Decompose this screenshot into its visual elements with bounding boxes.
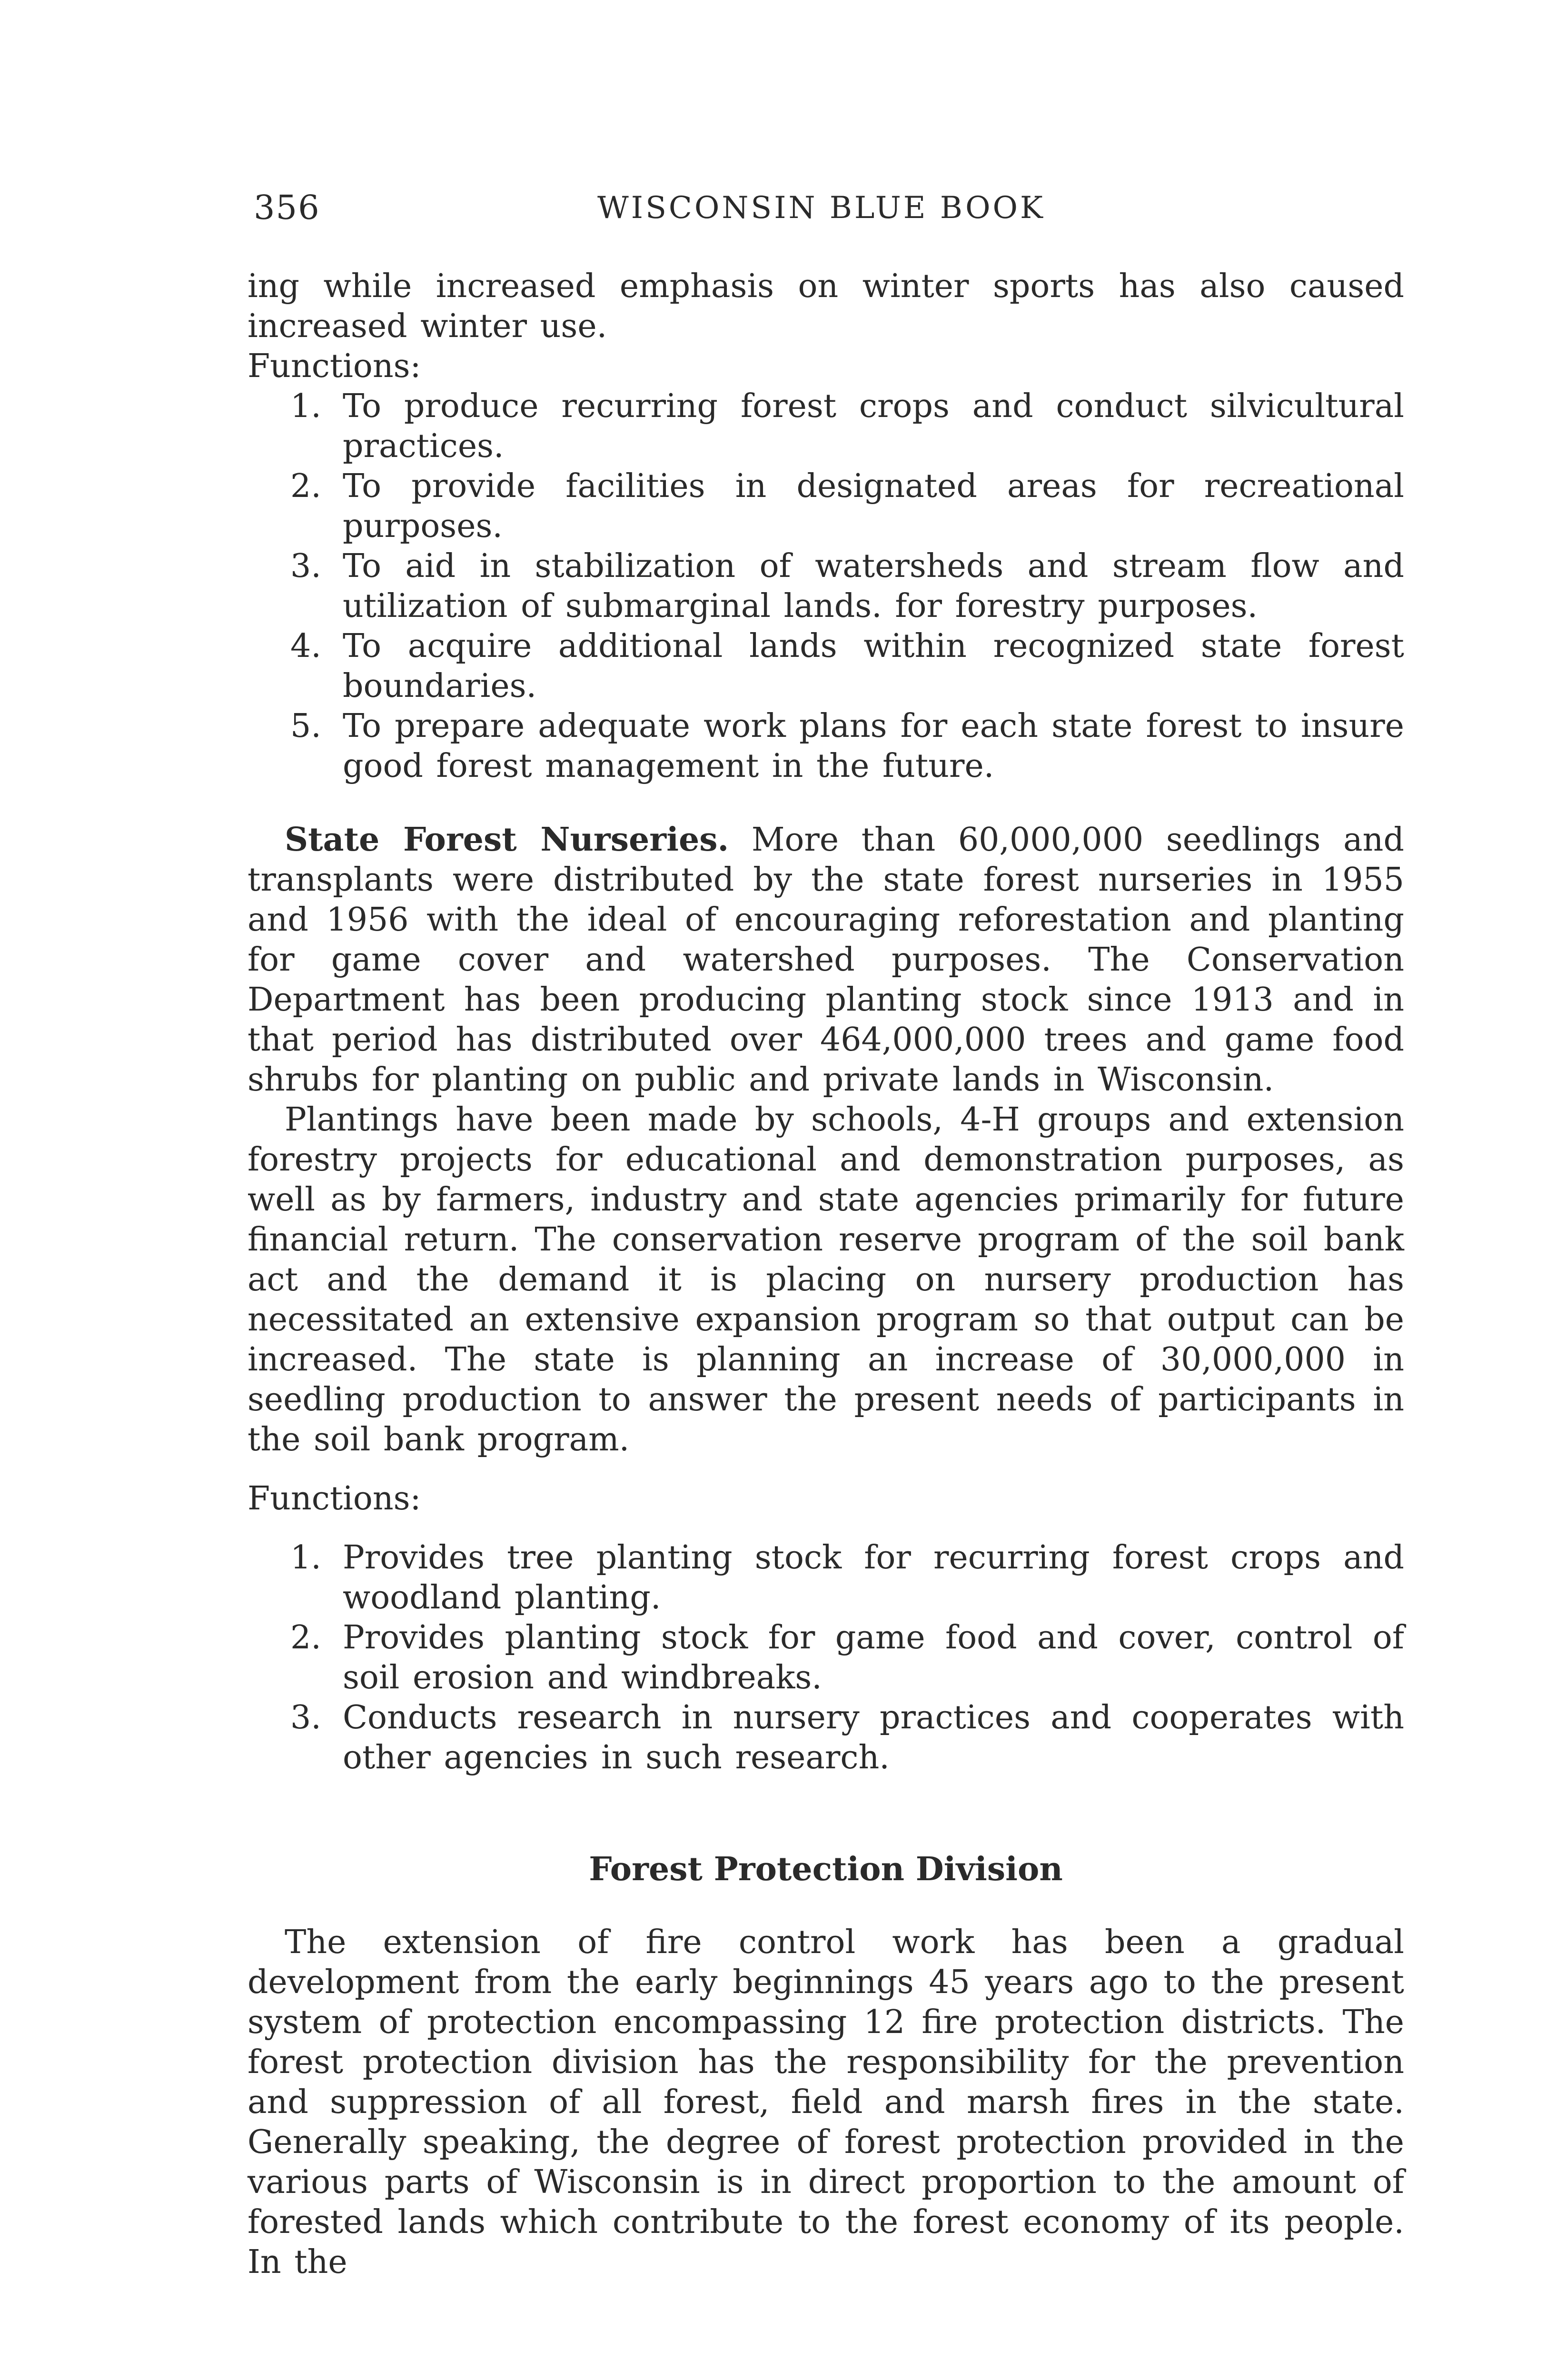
spacer	[248, 1460, 1404, 1479]
nursery-functions-list	[248, 1538, 1404, 1778]
functions-label: Functions:	[248, 347, 421, 385]
body-text	[248, 267, 1404, 2282]
continuation-paragraph: ing while increased emphasis on winter sports has also caused increased winter use.	[248, 268, 1404, 345]
list-number: 3.	[290, 1699, 321, 1736]
list-text: To acquire additional lands within recognized state forest boundaries.	[343, 627, 1404, 705]
list-text: To provide facilities in designated areas for recreational purposes.	[343, 467, 1404, 545]
list-text: Provides tree planting stock for recurring forest crops and woodland planting.	[343, 1539, 1404, 1616]
list-text: To aid in stabilization of watersheds and stream flow and utilization of submarginal lands. for forestry purposes.	[343, 547, 1404, 625]
list-text: Provides planting stock for game food and cover, control of soil erosion and windbreaks.	[343, 1619, 1404, 1696]
list-text: To prepare adequate work plans for each state forest to insure good forest management in the future.	[343, 707, 1404, 785]
run-in-heading: State Forest Nurseries.	[285, 821, 729, 859]
list-item	[248, 1538, 1404, 1618]
list-item	[248, 706, 1404, 786]
list-number: 1.	[290, 1539, 321, 1577]
spacer	[248, 1778, 1404, 1849]
list-number: 3.	[290, 547, 321, 585]
paragraph-text: More than 60,000,000 seedlings and transplants were distributed by the state forest nurseries in 1955 and 1956 with the ideal of encouraging reforestation and planting for game cover and watershed purposes. The Conservation Department has been producing planting stock since 1913 and in that period has distributed over 464,000,000 trees and game food shrubs for planting on public and private lands in Wisconsin.	[248, 821, 1404, 1099]
list-item	[248, 387, 1404, 466]
state-forest-functions-list	[248, 387, 1404, 786]
running-head	[0, 0, 1546, 248]
spacer	[248, 1519, 1404, 1538]
section-heading: Forest Protection Division	[589, 1850, 1063, 1888]
list-number: 2.	[290, 467, 321, 505]
list-text: To produce recurring forest crops and conduct silvicultural practices.	[343, 387, 1404, 465]
list-item	[248, 546, 1404, 626]
list-number: 4.	[290, 627, 321, 665]
nurseries-paragraph-2: Plantings have been made by schools, 4-H groups and extension forestry projects for educational and demonstration purposes, as well as by farmers, industry and state agencies primarily for future financial return. The conservation reserve program of the soil bank act and the demand it is placing on nursery production has necessitated an extensive expansion program so that output can be increased. The state is planning an increase of 30,000,000 in seedling production to answer the present needs of participants in the soil bank program.	[248, 1101, 1404, 1458]
list-text: Conducts research in nursery practices and cooperates with other agencies in such research.	[343, 1699, 1404, 1776]
list-number: 5.	[290, 707, 321, 745]
running-title: WISCONSIN BLUE BOOK	[597, 190, 1045, 226]
list-number: 1.	[290, 387, 321, 425]
spacer	[248, 1889, 1404, 1923]
list-item	[248, 466, 1404, 546]
list-item	[248, 626, 1404, 706]
list-item	[248, 1698, 1404, 1778]
page-number: 356	[254, 188, 320, 227]
nurseries-paragraph-1	[248, 820, 1404, 1100]
list-item	[248, 1618, 1404, 1698]
list-number: 2.	[290, 1619, 321, 1656]
protection-paragraph: The extension of fire control work has been a gradual development from the early beginnings 45 years ago to the present system of protection encompassing 12 fire protection districts. The forest protection division has the responsibility for the prevention and suppression of all forest, field and marsh fires in the state. Generally speaking, the degree of forest protection provided in the various parts of Wisconsin is in direct proportion to the amount of forested lands which contribute to the forest economy of its people. In the	[248, 1924, 1404, 2281]
spacer	[248, 786, 1404, 820]
functions-label: Functions:	[248, 1480, 421, 1517]
